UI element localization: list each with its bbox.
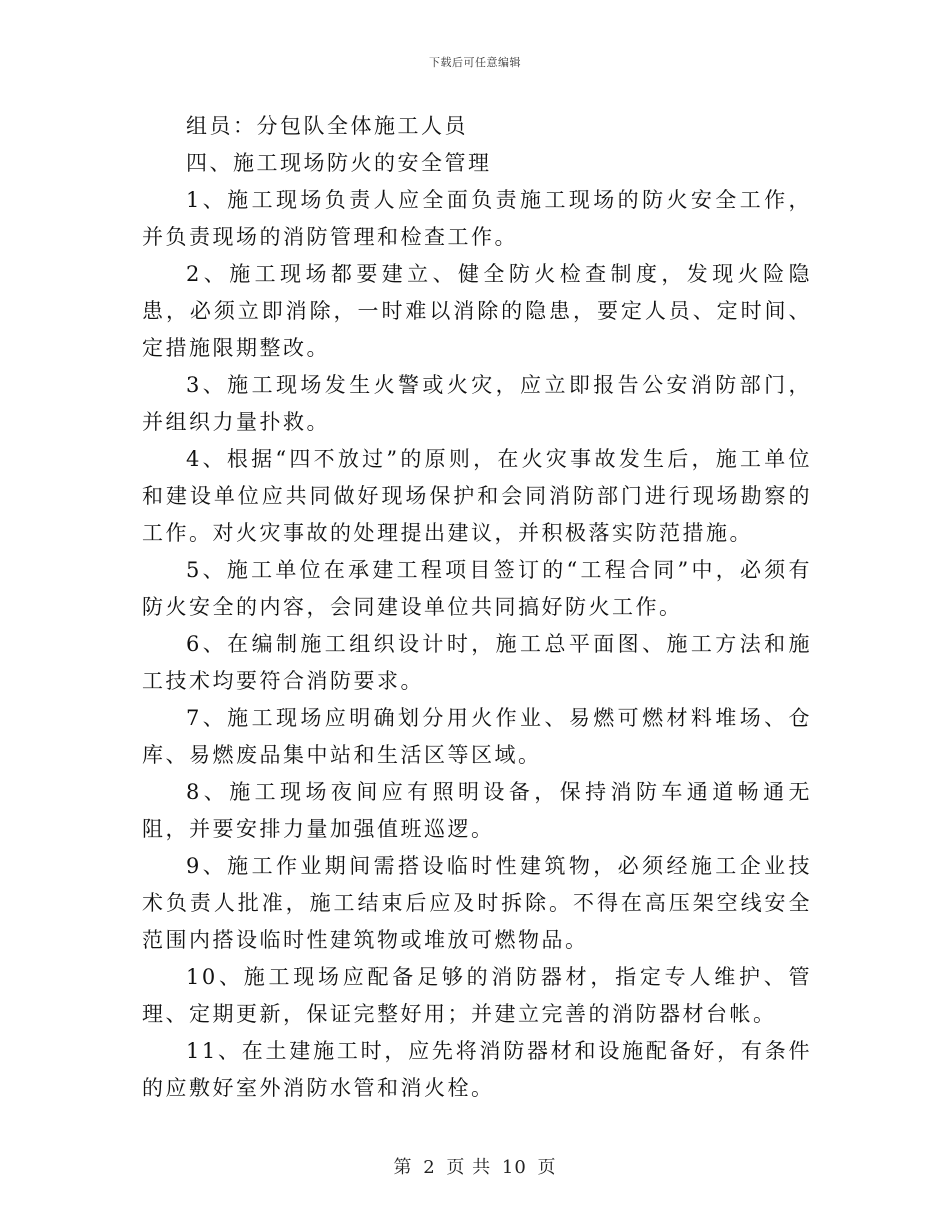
footer-suffix: 页	[537, 1157, 557, 1178]
paragraph-item-10: 10、施工现场应配备足够的消防器材，指定专人维护、管理、定期更新，保证完整好用；并建立完善的消防器材台帐。	[142, 965, 812, 1026]
paragraph-item-5: 5、施工单位在承建工程项目签订的“工程合同”中，必须有防火安全的内容，会同建设单位共同搞好防火工作。	[142, 558, 812, 619]
paragraph-item-1: 1、施工现场负责人应全面负责施工现场的防火安全工作，并负责现场的消防管理和检查工作。	[142, 188, 812, 249]
paragraph-item-3: 3、施工现场发生火警或火灾，应立即报告公安消防部门，并组织力量扑救。	[142, 373, 812, 434]
page-footer	[0, 1153, 950, 1179]
footer-prefix: 第	[393, 1157, 413, 1178]
footer-mid: 页 共	[446, 1157, 492, 1178]
document-body	[142, 108, 812, 1107]
paragraph-item-6: 6、在编制施工组织设计时，施工总平面图、施工方法和施工技术均要符合消防要求。	[142, 632, 812, 693]
paragraph-item-8: 8、施工现场夜间应有照明设备，保持消防车通道畅通无阻，并要安排力量加强值班巡逻。	[142, 780, 812, 841]
paragraph-item-4: 4、根据“四不放过”的原则，在火灾事故发生后，施工单位和建设单位应共同做好现场保护和会同消防部门进行现场勘察的工作。对火灾事故的处理提出建议，并积极落实防范措施。	[142, 447, 812, 545]
footer-total-pages: 10	[501, 1157, 527, 1178]
paragraph-item-9: 9、施工作业期间需搭设临时性建筑物，必须经施工企业技术负责人批准，施工结束后应及时拆除。不得在高压架空线安全范围内搭设临时性建筑物或堆放可燃物品。	[142, 854, 812, 952]
paragraph-item-11: 11、在土建施工时，应先将消防器材和设施配备好，有条件的应敷好室外消防水管和消火栓。	[142, 1039, 812, 1100]
paragraph-item-7: 7、施工现场应明确划分用火作业、易燃可燃材料堆场、仓库、易燃废品集中站和生活区等区域。	[142, 706, 812, 767]
paragraph-members: 组员：分包队全体施工人员	[186, 114, 468, 138]
section-heading-fire-safety: 四、施工现场防火的安全管理	[186, 151, 492, 175]
footer-page-number: 2	[423, 1157, 436, 1178]
page-header: 下载后可任意编辑	[429, 56, 521, 69]
paragraph-item-2: 2、施工现场都要建立、健全防火检查制度，发现火险隐患，必须立即消除，一时难以消除的隐患，要定人员、定时间、定措施限期整改。	[142, 262, 812, 360]
